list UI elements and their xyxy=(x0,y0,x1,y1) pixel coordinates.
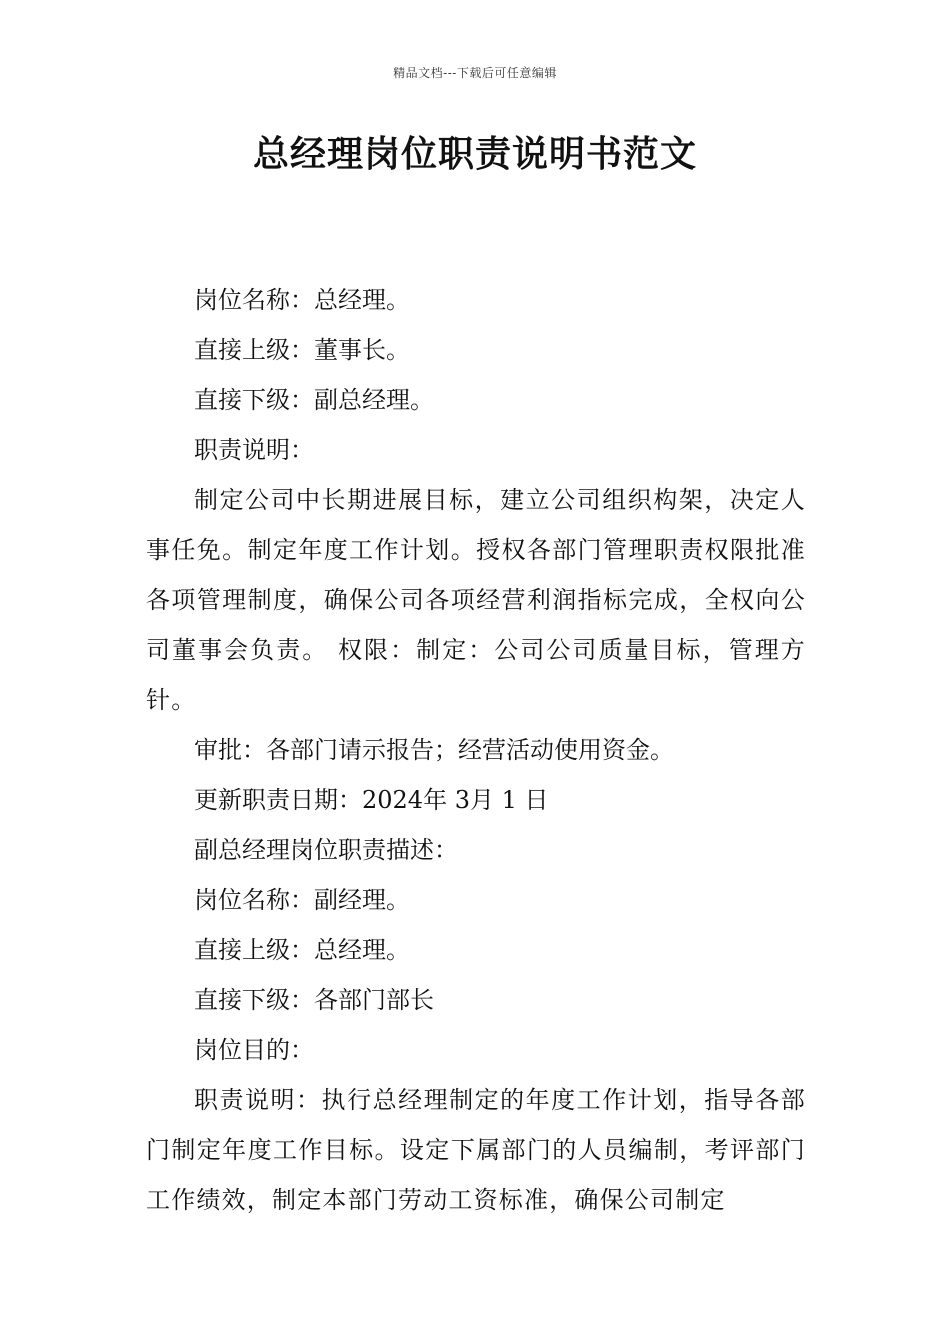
paragraph-approval: 审批：各部门请示报告；经营活动使用资金。 xyxy=(194,736,674,764)
document-body xyxy=(146,275,806,1225)
paragraph-deputy-duties: 职责说明：执行总经理制定的年度工作计划，指导各部门制定年度工作目标。设定下属部门的人员编制，考评部门工作绩效，制定本部门劳动工资标准，确保公司制定 xyxy=(146,1086,806,1214)
paragraph-duty-heading: 职责说明： xyxy=(194,436,314,464)
document-title: 总经理岗位职责说明书范文 xyxy=(252,134,697,175)
paragraph-deputy-superior: 直接上级：总经理。 xyxy=(194,936,410,964)
paragraph-position-purpose: 岗位目的： xyxy=(194,1036,314,1064)
paragraph-deputy-heading: 副总经理岗位职责描述： xyxy=(194,836,458,864)
paragraph-direct-subordinate: 直接下级：副总经理。 xyxy=(194,386,434,414)
paragraph-update-date: 更新职责日期：2024年 3月 1 日 xyxy=(194,786,549,814)
paragraph-gm-duties: 制定公司中长期进展目标，建立公司组织构架，决定人事任免。制定年度工作计划。授权各部门管理职责权限批准各项管理制度，确保公司各项经营利润指标完成，全权向公司董事会负责。 权限：制定：公司公司质量目标，管理方针。 xyxy=(146,486,806,714)
paragraph-position-name: 岗位名称：总经理。 xyxy=(194,286,410,314)
page-header: 精品文档---下载后可任意编辑 xyxy=(393,66,557,80)
paragraph-direct-superior: 直接上级：董事长。 xyxy=(194,336,410,364)
paragraph-deputy-subordinate: 直接下级：各部门部长 xyxy=(194,986,434,1014)
paragraph-deputy-position-name: 岗位名称：副经理。 xyxy=(194,886,410,914)
